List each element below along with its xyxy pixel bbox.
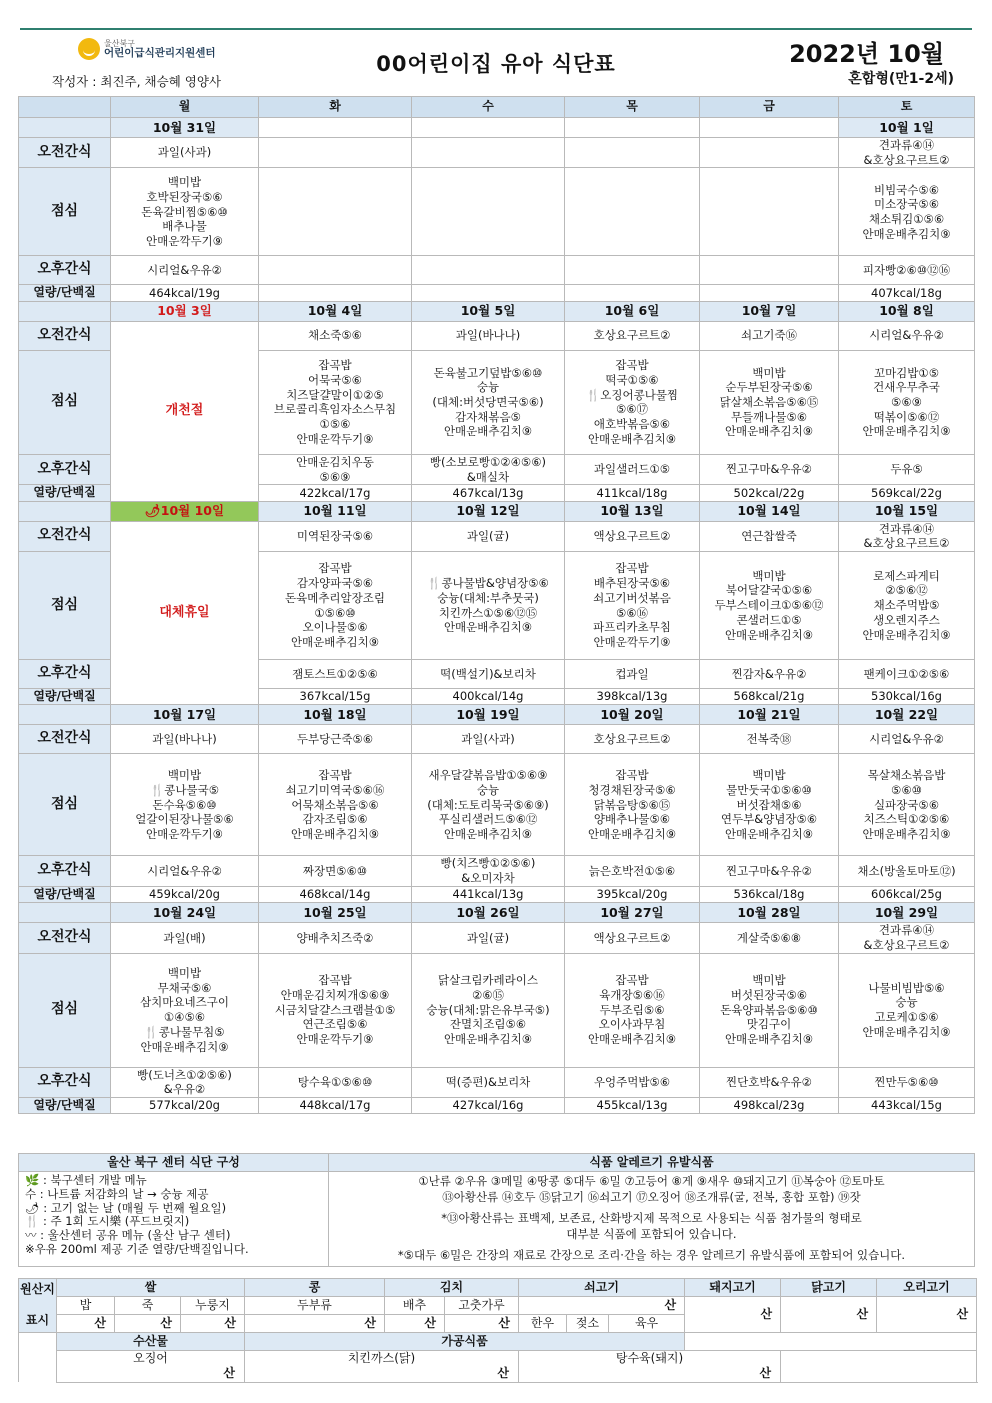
origin-nurung-value: 산 (181, 1315, 245, 1333)
date-row-label (19, 501, 111, 521)
menu-cell-am: 게살죽⑤⑥⑧ (700, 923, 839, 953)
menu-cell-am: 과일(귤) (412, 923, 565, 953)
date-cell: 10월 27일 (565, 903, 700, 923)
date-cell: 10월 11일 (259, 501, 412, 521)
origin-kimchi-cabbage: 배추 (385, 1297, 445, 1315)
date-cell: 10월 26일 (412, 903, 565, 923)
date-row-label (19, 301, 111, 321)
menu-cell-pm: 짜장면⑤⑥⑩ (259, 856, 412, 886)
menu-cell-pm: 시리얼&우유② (111, 256, 259, 285)
origin-table (18, 1278, 977, 1383)
date-cell: 10월 24일 (111, 903, 259, 923)
header-corner (19, 97, 111, 118)
origin-bean-tofu: 두부류 (245, 1297, 385, 1315)
menu-cell-lunch: 🍴콩나물밥&양념장⑤⑥ 숭늉(대체:부추뭇국) 치킨까스①⑤⑥⑫⑮ 안매운배추김치⑨ (412, 552, 565, 660)
menu-cell-pm: 찐고구마&우유② (700, 454, 839, 484)
menu-cell-pm (565, 256, 700, 285)
menu-cell-lunch: 잡곡밥 어묵국⑤⑥ 치즈달걀말이①②⑤ 브로콜리흑임자소스무침 ①⑤⑥ 안매운깍두기⑨ (259, 350, 412, 454)
kcal-cell: 459kcal/20g (111, 886, 259, 902)
date-cell: 10월 14일 (700, 501, 839, 521)
menu-cell-am: 과일(배) (111, 923, 259, 953)
legend-line: 수 : 나트륨 저감화의 날 → 숭늉 제공 (25, 1186, 209, 1201)
author-line: 작성자 : 최진주, 채승혜 영양사 (52, 74, 221, 89)
holiday-cell: 개천절 (111, 321, 259, 501)
date-cell: 10월 4일 (259, 301, 412, 321)
legend-title: 울산 북구 센터 식단 구성 (19, 1154, 329, 1172)
menu-cell-am: 과일(사과) (412, 725, 565, 754)
date-cell: 10월 28일 (700, 903, 839, 923)
date-cell: 10월 21일 (700, 705, 839, 725)
origin-rice-nurung: 누룽지 (181, 1297, 245, 1315)
date-cell: 10월 31일 (111, 118, 259, 138)
menu-cell-pm: 시리얼&우유② (111, 856, 259, 886)
row-label-kcal: 열량/단백질 (19, 485, 111, 501)
origin-squid: 오징어 산 (57, 1351, 245, 1383)
origin-bap-value: 산 (57, 1315, 115, 1333)
menu-cell-lunch: 잡곡밥 배추된장국⑤⑥ 쇠고기버섯볶음 ⑤⑥⑯ 파프리카초무침 안매운깍두기⑨ (565, 552, 700, 660)
kcal-cell: 467kcal/13g (412, 485, 565, 501)
legend-line: 🍴 : 주 1회 도시樂 (푸드브릿지) (25, 1214, 190, 1229)
kcal-cell: 464kcal/19g (111, 285, 259, 301)
origin-chili-value: 산 (445, 1315, 519, 1333)
origin-duck-value: 산 (877, 1297, 977, 1333)
day-header: 금 (700, 97, 839, 118)
kcal-cell: 569kcal/22g (839, 485, 975, 501)
origin-side-label: 원산지 표시 (19, 1279, 57, 1333)
date-cell: 10월 20일 (565, 705, 700, 725)
kcal-cell (412, 285, 565, 301)
origin-beef-hanwoo: 한우 (519, 1315, 567, 1333)
menu-cell-pm: 과일샐러드①⑤ (565, 454, 700, 484)
row-label-am: 오전간식 (19, 725, 111, 754)
menu-cell-am: 과일(바나나) (412, 321, 565, 350)
kcal-cell: 398kcal/13g (565, 689, 700, 705)
origin-head-duck: 오리고기 (877, 1279, 977, 1297)
menu-cell-pm: 우엉주먹밥⑤⑥ (565, 1067, 700, 1097)
logo-center-name: 어린이급식관리지원센터 (104, 46, 216, 59)
kcal-cell: 536kcal/18g (700, 886, 839, 902)
menu-cell-am: 호상요구르트② (565, 725, 700, 754)
day-header: 목 (565, 97, 700, 118)
allergy-line: ①난류 ②우유 ③메밀 ④땅콩 ⑤대두 ⑥밀 ⑦고등어 ⑧게 ⑨새우 ⑩돼지고기 ⑪복숭아 ⑫토마토 (418, 1174, 885, 1188)
date-row-label (19, 705, 111, 725)
menu-cell-pm: 찐만두⑤⑥⑩ (839, 1067, 975, 1097)
row-label-lunch: 점심 (19, 953, 111, 1067)
menu-cell-lunch: 닭살크림카레라이스 ②⑥⑮ 숭늉(대체:맑은유부국⑤) 잔멸치조림⑤⑥ 안매운배추김치⑨ (412, 953, 565, 1067)
origin-chicken-value: 산 (781, 1297, 877, 1333)
menu-cell-lunch: 백미밥 물만둣국①⑤⑥⑩ 버섯잡채⑤⑥ 연두부&양념장⑤⑥ 안매운배추김치⑨ (700, 754, 839, 856)
menu-cell-lunch: 잡곡밥 떡국①⑤⑥ 🍴오징어콩나물찜 ⑤⑥⑰ 애호박볶음⑤⑥ 안매운배추김치⑨ (565, 350, 700, 454)
menu-cell-am: 시리얼&우유② (839, 321, 975, 350)
origin-head-processed: 가공식품 (245, 1333, 685, 1351)
row-label-kcal: 열량/단백질 (19, 886, 111, 902)
row-label-lunch: 점심 (19, 754, 111, 856)
origin-head-pork: 돼지고기 (685, 1279, 781, 1297)
row-label-lunch: 점심 (19, 350, 111, 454)
menu-cell-pm: 찐감자&우유② (700, 660, 839, 689)
menu-type-label: 혼합형(만1-2세) (848, 71, 954, 87)
origin-head-kimchi: 김치 (385, 1279, 519, 1297)
menu-cell-pm: 탕수육①⑤⑥⑩ (259, 1067, 412, 1097)
kcal-cell (259, 285, 412, 301)
menu-cell-am: 견과류④⑭ &호상요구르트② (839, 521, 975, 551)
info-table (18, 1153, 975, 1267)
kcal-cell (565, 285, 700, 301)
origin-tofu-value: 산 (245, 1315, 385, 1333)
kcal-cell: 455kcal/13g (565, 1098, 700, 1114)
row-label-pm: 오후간식 (19, 660, 111, 689)
date-cell: 10월 15일 (839, 501, 975, 521)
kcal-cell: 568kcal/21g (700, 689, 839, 705)
legend-line: 🌿 : 북구센터 개발 메뉴 (25, 1173, 147, 1187)
date-cell: 10월 5일 (412, 301, 565, 321)
menu-cell-pm: 안매운김치우동 ⑤⑥⑨ (259, 454, 412, 484)
kcal-cell: 367kcal/15g (259, 689, 412, 705)
menu-cell-lunch: 잡곡밥 청경채된장국⑤⑥ 닭볶음탕⑤⑥⑮ 양배추나물⑤⑥ 안매운배추김치⑨ (565, 754, 700, 856)
kcal-cell: 530kcal/16g (839, 689, 975, 705)
row-label-am: 오전간식 (19, 923, 111, 953)
menu-cell-lunch: 목살채소볶음밥 ⑤⑥⑩ 실파장국⑤⑥ 치즈스틱①②⑤⑥ 안매운배추김치⑨ (839, 754, 975, 856)
menu-cell-lunch: 나물비빔밥⑤⑥ 숭늉 고로케①⑤⑥ 안매운배추김치⑨ (839, 953, 975, 1067)
date-cell: 10월 19일 (412, 705, 565, 725)
menu-cell-lunch (565, 168, 700, 256)
date-cell: 10월 17일 (111, 705, 259, 725)
menu-cell-lunch: 잡곡밥 육개장⑤⑥⑯ 두부조림⑤⑥ 오이사과무침 안매운배추김치⑨ (565, 953, 700, 1067)
menu-cell-lunch (259, 168, 412, 256)
allergy-line: 대부분 식품에 포함되어 있습니다. (566, 1226, 737, 1241)
kcal-cell: 441kcal/13g (412, 886, 565, 902)
origin-kimchi-chili: 고춧가루 (445, 1297, 519, 1315)
menu-cell-am (412, 138, 565, 168)
row-label-lunch: 점심 (19, 168, 111, 256)
menu-cell-lunch: 잡곡밥 안매운김치찌개⑤⑥⑨ 시금치달걀스크램블①⑤ 연근조림⑤⑥ 안매운깍두기⑨ (259, 953, 412, 1067)
row-label-kcal: 열량/단백질 (19, 1098, 111, 1114)
menu-cell-pm: 떡(증편)&보리차 (412, 1067, 565, 1097)
day-header: 토 (839, 97, 975, 118)
header-rule (20, 28, 972, 30)
row-label-kcal: 열량/단백질 (19, 285, 111, 301)
row-label-pm: 오후간식 (19, 1067, 111, 1097)
origin-head-seafood: 수산물 (57, 1333, 245, 1351)
menu-cell-pm: 피자빵②⑥⑩⑫⑯ (839, 256, 975, 285)
menu-cell-pm: 떡(백설기)&보리차 (412, 660, 565, 689)
menu-cell-am (700, 138, 839, 168)
kcal-cell: 395kcal/20g (565, 886, 700, 902)
row-label-am: 오전간식 (19, 138, 111, 168)
kcal-cell (700, 285, 839, 301)
kcal-cell: 498kcal/23g (700, 1098, 839, 1114)
origin-beef-yukwoo: 육우 (609, 1315, 685, 1333)
day-header: 화 (259, 97, 412, 118)
menu-cell-pm: 늙은호박전①⑤⑥ (565, 856, 700, 886)
menu-cell-lunch: 새우달걀볶음밥①⑤⑥⑨ 숭늉 (대체:도토리묵국⑤⑥⑨) 푸실리샐러드⑤⑥⑫ 안매운배추김치⑨ (412, 754, 565, 856)
menu-cell-lunch: 로제스파게티 ②⑤⑥⑫ 채소주먹밥⑤ 생오렌지주스 안매운배추김치⑨ (839, 552, 975, 660)
date-cell: 10월 6일 (565, 301, 700, 321)
menu-cell-pm: 두유⑤ (839, 454, 975, 484)
kcal-cell: 468kcal/14g (259, 886, 412, 902)
origin-blank (685, 1333, 977, 1351)
menu-cell-lunch: 꼬마김밥①⑤ 건새우무추국 ⑤⑥⑨ 떡볶이⑤⑥⑫ 안매운배추김치⑨ (839, 350, 975, 454)
date-cell (700, 118, 839, 138)
row-label-pm: 오후간식 (19, 856, 111, 886)
row-label-am: 오전간식 (19, 321, 111, 350)
menu-cell-lunch (700, 168, 839, 256)
legend-line: ※우유 200ml 제공 기준 열량/단백질입니다. (25, 1241, 249, 1256)
kcal-cell: 400kcal/14g (412, 689, 565, 705)
logo-small-text: 울산북구 (104, 38, 135, 48)
menu-cell-lunch: 백미밥 순두부된장국⑤⑥ 닭살채소볶음⑤⑥⑮ 무들깨나물⑤⑥ 안매운배추김치⑨ (700, 350, 839, 454)
menu-cell-am (259, 138, 412, 168)
day-header: 수 (412, 97, 565, 118)
origin-pork-value: 산 (685, 1297, 781, 1333)
origin-head-rice: 쌀 (57, 1279, 245, 1297)
kcal-cell: 411kcal/18g (565, 485, 700, 501)
menu-cell-am: 견과류④⑭ &호상요구르트② (839, 923, 975, 953)
origin-beef-jeotso: 젖소 (567, 1315, 609, 1333)
day-header: 월 (111, 97, 259, 118)
origin-head-beef: 쇠고기 (519, 1279, 685, 1297)
weekly-menu-table (18, 96, 975, 1114)
menu-cell-am: 액상요구르트② (565, 923, 700, 953)
date-cell (259, 118, 412, 138)
row-label-pm: 오후간식 (19, 256, 111, 285)
menu-cell-lunch: 백미밥 호박된장국⑤⑥ 돈육갈비찜⑤⑥⑩ 배추나물 안매운깍두기⑨ (111, 168, 259, 256)
menu-cell-lunch: 잡곡밥 쇠고기미역국⑤⑥⑯ 어묵채소볶음⑤⑥ 감자조림⑤⑥ 안매운배추김치⑨ (259, 754, 412, 856)
menu-cell-pm (412, 256, 565, 285)
menu-cell-am: 시리얼&우유② (839, 725, 975, 754)
month-label: 2022년 10월 (789, 40, 944, 68)
menu-cell-am (565, 138, 700, 168)
date-cell: 10월 18일 (259, 705, 412, 725)
menu-cell-lunch: 백미밥 북어달걀국①⑤⑥ 두부스테이크①⑤⑥⑫ 콘샐러드①⑤ 안매운배추김치⑨ (700, 552, 839, 660)
menu-cell-pm (700, 256, 839, 285)
date-cell: 10월 1일 (839, 118, 975, 138)
date-cell: 🌶10월 10일 (111, 501, 259, 521)
menu-cell-am: 과일(사과) (111, 138, 259, 168)
menu-cell-pm: 빵(도너츠①②⑤⑥) &우유② (111, 1067, 259, 1097)
legend-line: 〰 : 울산센터 공유 메뉴 (울산 남구 센터) (25, 1228, 231, 1243)
allergy-title: 식품 알레르기 유발식품 (329, 1154, 975, 1172)
date-row-label (19, 903, 111, 923)
date-cell: 10월 8일 (839, 301, 975, 321)
origin-head-chicken: 닭고기 (781, 1279, 877, 1297)
date-cell: 10월 22일 (839, 705, 975, 725)
origin-rice-juk: 죽 (115, 1297, 181, 1315)
date-cell: 10월 7일 (700, 301, 839, 321)
kcal-cell: 448kcal/17g (259, 1098, 412, 1114)
origin-head-bean: 콩 (245, 1279, 385, 1297)
row-label-lunch: 점심 (19, 552, 111, 660)
row-label-kcal: 열량/단백질 (19, 689, 111, 705)
kcal-cell: 422kcal/17g (259, 485, 412, 501)
kcal-cell: 427kcal/16g (412, 1098, 565, 1114)
menu-cell-pm: 채소(방울토마토⑫) (839, 856, 975, 886)
origin-chicken-katsu: 치킨까스(닭) 산 (245, 1351, 519, 1383)
origin-cabbage-value: 산 (385, 1315, 445, 1333)
allergy-line: *⑬아황산류는 표백제, 보존료, 산화방지제 목적으로 사용되는 식품 첨가물의 형태로 (441, 1211, 862, 1226)
menu-cell-lunch: 백미밥 버섯된장국⑤⑥ 돈육양파볶음⑤⑥⑩ 맛김구이 안매운배추김치⑨ (700, 953, 839, 1067)
date-cell: 10월 25일 (259, 903, 412, 923)
kcal-cell: 443kcal/15g (839, 1098, 975, 1114)
date-cell (412, 118, 565, 138)
menu-cell-am: 액상요구르트② (565, 521, 700, 551)
menu-cell-am: 과일(바나나) (111, 725, 259, 754)
kcal-cell: 502kcal/22g (700, 485, 839, 501)
holiday-cell: 대체휴일 (111, 521, 259, 705)
row-label-pm: 오후간식 (19, 454, 111, 484)
date-cell: 10월 12일 (412, 501, 565, 521)
page-title: 00어린이집 유아 식단표 (376, 52, 616, 76)
menu-cell-am: 두부당근죽⑤⑥ (259, 725, 412, 754)
allergy-list (329, 1172, 975, 1267)
menu-cell-am: 견과류④⑭ &호상요구르트② (839, 138, 975, 168)
menu-cell-pm (259, 256, 412, 285)
menu-cell-lunch: 백미밥 무채국⑤⑥ 삼치마요네즈구이 ①④⑤⑥ 🍴콩나물무침⑤ 안매운배추김치⑨ (111, 953, 259, 1067)
origin-sweet-sour-pork: 탕수육(돼지) 산 (519, 1351, 781, 1383)
kcal-cell: 407kcal/18g (839, 285, 975, 301)
menu-cell-am: 채소죽⑤⑥ (259, 321, 412, 350)
menu-cell-pm: 찐단호박&우유② (700, 1067, 839, 1097)
menu-cell-pm: 팬케이크①②⑤⑥ (839, 660, 975, 689)
menu-cell-am: 연근찹쌀죽 (700, 521, 839, 551)
date-row-label (19, 118, 111, 138)
menu-cell-lunch: 잡곡밥 감자양파국⑤⑥ 돈육메추리알장조림 ①⑤⑥⑩ 오이나물⑤⑥ 안매운배추김치⑨ (259, 552, 412, 660)
origin-blank-2 (781, 1351, 977, 1383)
kcal-cell: 577kcal/20g (111, 1098, 259, 1114)
kcal-cell: 606kcal/25g (839, 886, 975, 902)
origin-rice-bap: 밥 (57, 1297, 115, 1315)
menu-cell-pm: 빵(치즈빵①②⑤⑥) &오미자차 (412, 856, 565, 886)
menu-cell-am: 미역된장국⑤⑥ (259, 521, 412, 551)
menu-cell-pm: 잼토스트①②⑤⑥ (259, 660, 412, 689)
origin-beef-value: 산 (519, 1297, 685, 1315)
menu-cell-am: 양배추치즈죽② (259, 923, 412, 953)
menu-cell-am: 과일(귤) (412, 521, 565, 551)
menu-cell-pm: 컵과일 (565, 660, 700, 689)
date-cell: 10월 13일 (565, 501, 700, 521)
menu-cell-lunch: 백미밥 🍴콩나물국⑤ 돈수육⑤⑥⑩ 얼갈이된장나물⑤⑥ 안매운깍두기⑨ (111, 754, 259, 856)
menu-cell-pm: 빵(소보로빵①②④⑤⑥) &매실차 (412, 454, 565, 484)
menu-cell-am: 쇠고기죽⑯ (700, 321, 839, 350)
date-cell: 10월 3일 (111, 301, 259, 321)
allergy-line: *⑤대두 ⑥밀은 간장의 재료로 간장으로 조리·간을 하는 경우 알레르기 유발식품에 포함되어 있습니다. (397, 1248, 906, 1263)
row-label-am: 오전간식 (19, 521, 111, 551)
menu-cell-pm: 찐고구마&우유② (700, 856, 839, 886)
menu-cell-lunch: 돈육불고기덮밥⑤⑥⑩ 숭늉 (대체:버섯당면국⑤⑥) 감자채볶음⑤ 안매운배추김치⑨ (412, 350, 565, 454)
menu-cell-lunch: 비빔국수⑤⑥ 미소장국⑤⑥ 채소튀김①⑤⑥ 안매운배추김치⑨ (839, 168, 975, 256)
legend-line: 🌶 : 고기 없는 날 (매월 두 번째 월요일) (25, 1200, 227, 1215)
allergy-line: ⑬아황산류 ⑭호두 ⑮닭고기 ⑯쇠고기 ⑰오징어 ⑱조개류(굴, 전복, 홍합 포함) ⑲잣 (442, 1189, 861, 1204)
origin-juk-value: 산 (115, 1315, 181, 1333)
menu-cell-lunch (412, 168, 565, 256)
date-cell: 10월 29일 (839, 903, 975, 923)
origin-spacer (19, 1333, 57, 1383)
legend-list (19, 1172, 329, 1267)
menu-cell-am: 전복죽⑱ (700, 725, 839, 754)
date-cell (565, 118, 700, 138)
menu-cell-am: 호상요구르트② (565, 321, 700, 350)
